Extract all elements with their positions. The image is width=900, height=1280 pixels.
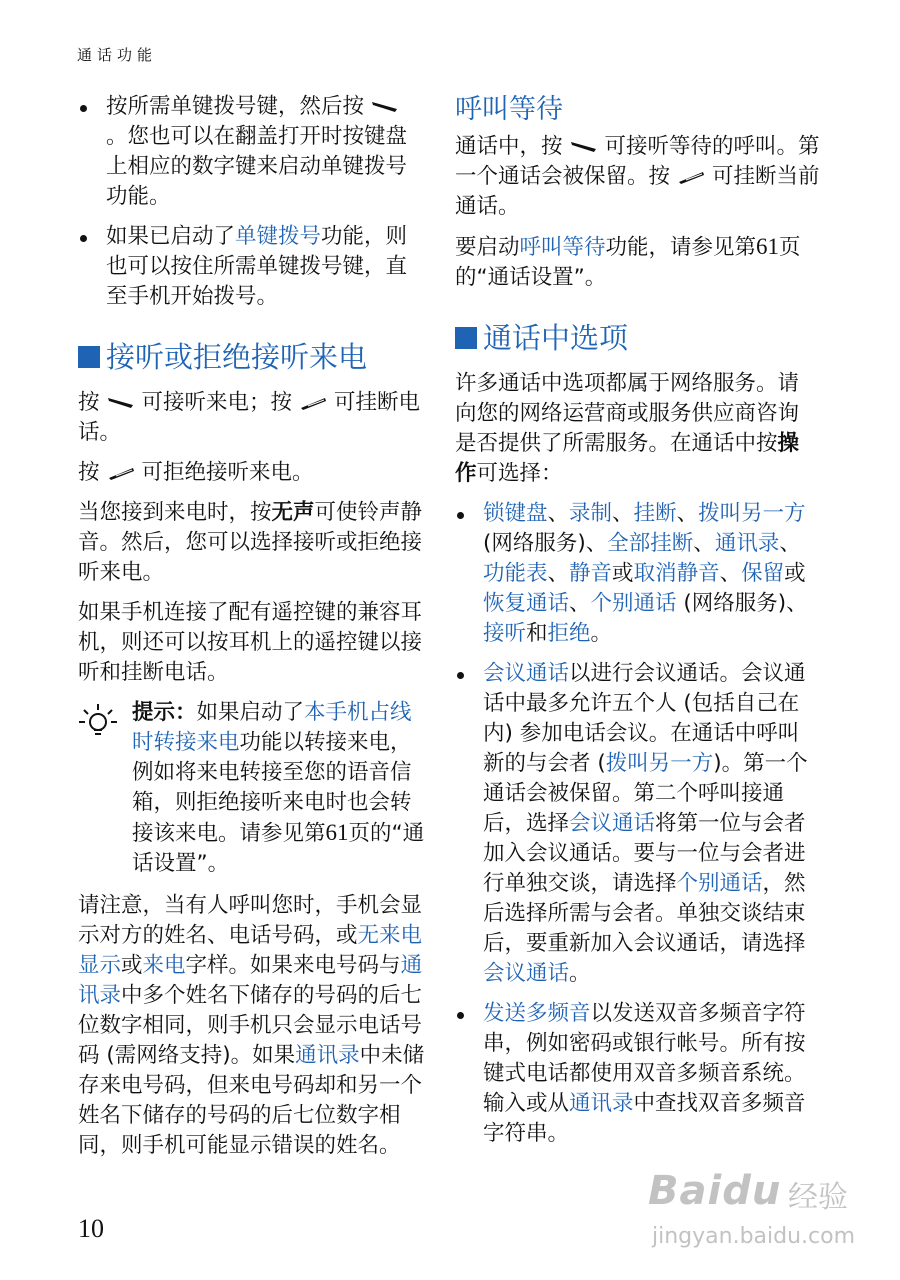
section-heading-call-waiting: 呼叫等待: [455, 94, 563, 125]
call-key-icon: [106, 395, 136, 411]
link-call-waiting[interactable]: 呼叫等待: [519, 235, 606, 260]
link-contacts[interactable]: 通讯录: [569, 1091, 634, 1116]
link-answer[interactable]: 接听: [483, 621, 527, 646]
end-key-icon: [298, 395, 328, 411]
link-new-call[interactable]: 拨叫另一方: [698, 501, 806, 526]
tip-text: 提示：如果启动了本手机占线时转接来电功能以转接来电，例如将来电转接至您的语音信箱，则拒绝接听来电时也会转接该来电。请参见第61页的“通话设置”。: [132, 700, 425, 876]
link-send-dtmf[interactable]: 发送多频音: [483, 1001, 591, 1026]
softkey-silence: 无声: [271, 500, 315, 525]
paragraph-caller-id: 请注意，当有人呼叫您时，手机会显示对方的姓名、电话号码，或无来电显示或来电字样。如果来电号码与通讯录中多个姓名下储存的号码的后七位数字相同，则手机只会显示电话号码 (需网络支持)。如果通讯录中未储存来电号码，但来电号码却和另一个姓名下储存的号码的后七位数字相同，则手机可能显示错误的姓名。: [78, 893, 425, 1158]
speed-dial-list: [78, 92, 426, 312]
link-contacts[interactable]: 通讯录: [78, 953, 423, 1008]
end-key-icon: [106, 465, 136, 481]
baidu-watermark-logo: Baidu 经验 jingyan.baidu.com: [648, 1168, 856, 1249]
paragraph-in-call-intro: 许多通话中选项都属于网络服务。请向您的网络运营商或服务供应商咨询是否提供了所需服务。在通话中按操作可选择：: [455, 371, 800, 486]
link-incoming-call[interactable]: 来电: [142, 953, 186, 978]
right-column: [455, 92, 820, 1161]
section-heading-answer-reject: 接听或拒绝接听来电: [78, 338, 426, 376]
left-column: [78, 92, 426, 1171]
paragraph-headset: 如果手机连接了配有遥控键的兼容耳机，则还可以按耳机上的遥控键以接听和挂断电话。: [78, 600, 423, 685]
list-item: 按所需单键拨号键，然后按。您也可以在翻盖打开时按键盘上相应的数字键来启动单键拨号功能。: [78, 92, 426, 212]
link-contacts[interactable]: 通讯录: [714, 531, 780, 556]
paragraph-enable-waiting: 要启动呼叫等待功能，请参见第61页的“通话设置”。: [455, 234, 801, 290]
link-menu[interactable]: 功能表: [483, 561, 548, 586]
link-hold[interactable]: 保留: [741, 561, 785, 586]
paragraph-answer: 按 可接听来电；按 可挂断电话。: [78, 390, 421, 445]
paragraph-call-waiting: 通话中，按 可接听等待的呼叫。第一个通话会被保留。按 可挂断当前通话。: [455, 134, 820, 219]
link-reject[interactable]: 拒绝: [547, 621, 591, 646]
link-unhold[interactable]: 恢复通话: [483, 591, 570, 616]
list-item: 会议通话以进行会议通话。会议通话中最多允许五个人 (包括自己在内) 参加电话会议。在通话中呼叫新的与会者 (拨叫另一方)。第一个通话会被保留。第二个呼叫接通后，选择会议通话将第一位与会者加入会议通话。要与一位与会者进行单独交谈，请选择个别通话，然后选择所需与会者。单独交谈结束后，要重新加入会议通话，请选择会议通话。: [455, 659, 820, 989]
heading-square-icon: [455, 327, 477, 349]
link-conference[interactable]: 会议通话: [569, 811, 656, 836]
link-private-call[interactable]: 个别通话: [590, 591, 677, 616]
section-heading-in-call-options: 通话中选项: [455, 319, 820, 357]
link-conference[interactable]: 会议通话: [483, 661, 570, 686]
list-item: 锁键盘、录制、挂断、拨叫另一方 (网络服务)、全部挂断、通讯录、功能表、静音或取消静音、保留或恢复通话、个别通话 (网络服务)、接听和拒绝。: [455, 499, 820, 649]
end-key-icon: [676, 169, 706, 185]
tip-box: [78, 698, 426, 879]
link-divert-when-busy[interactable]: 本手机占线时转接来电: [132, 700, 412, 755]
call-key-icon: [370, 99, 400, 115]
link-private-call[interactable]: 个别通话: [676, 871, 763, 896]
link-new-call[interactable]: 拨叫另一方: [605, 751, 714, 776]
page-number: 10: [78, 1214, 104, 1243]
heading-square-icon: [78, 346, 100, 368]
paragraph-reject: 按 可拒绝接听来电。: [78, 460, 314, 485]
link-conference[interactable]: 会议通话: [483, 961, 570, 986]
running-header: 通话功能: [77, 46, 158, 64]
link-speed-dial[interactable]: 单键拨号: [235, 224, 322, 249]
link-end-call[interactable]: 挂断: [633, 501, 677, 526]
link-no-caller-id[interactable]: 无来电显示: [78, 923, 423, 978]
call-key-icon: [569, 139, 599, 155]
list-item: 发送多频音以发送双音多频音字符串，例如密码或银行帐号。所有按键式电话都使用双音多频音系统。输入或从通讯录中查找双音多频音字符串。: [455, 999, 820, 1149]
softkey-options: 操作: [455, 431, 800, 486]
lightbulb-icon: [78, 698, 132, 879]
list-item: 如果已启动了单键拨号功能，则也可以按住所需单键拨号键，直至手机开始拨号。: [78, 222, 426, 312]
paragraph-silence: 当您接到来电时，按无声可使铃声静音。然后，您可以选择接听或拒绝接听来电。: [78, 500, 423, 585]
link-lock-keypad[interactable]: 锁键盘: [483, 501, 548, 526]
link-contacts[interactable]: 通讯录: [295, 1043, 360, 1068]
link-unmute[interactable]: 取消静音: [633, 561, 720, 586]
link-end-all-calls[interactable]: 全部挂断: [607, 531, 694, 556]
link-mute[interactable]: 静音: [569, 561, 613, 586]
in-call-options-list: [455, 499, 820, 1149]
link-record[interactable]: 录制: [569, 501, 613, 526]
